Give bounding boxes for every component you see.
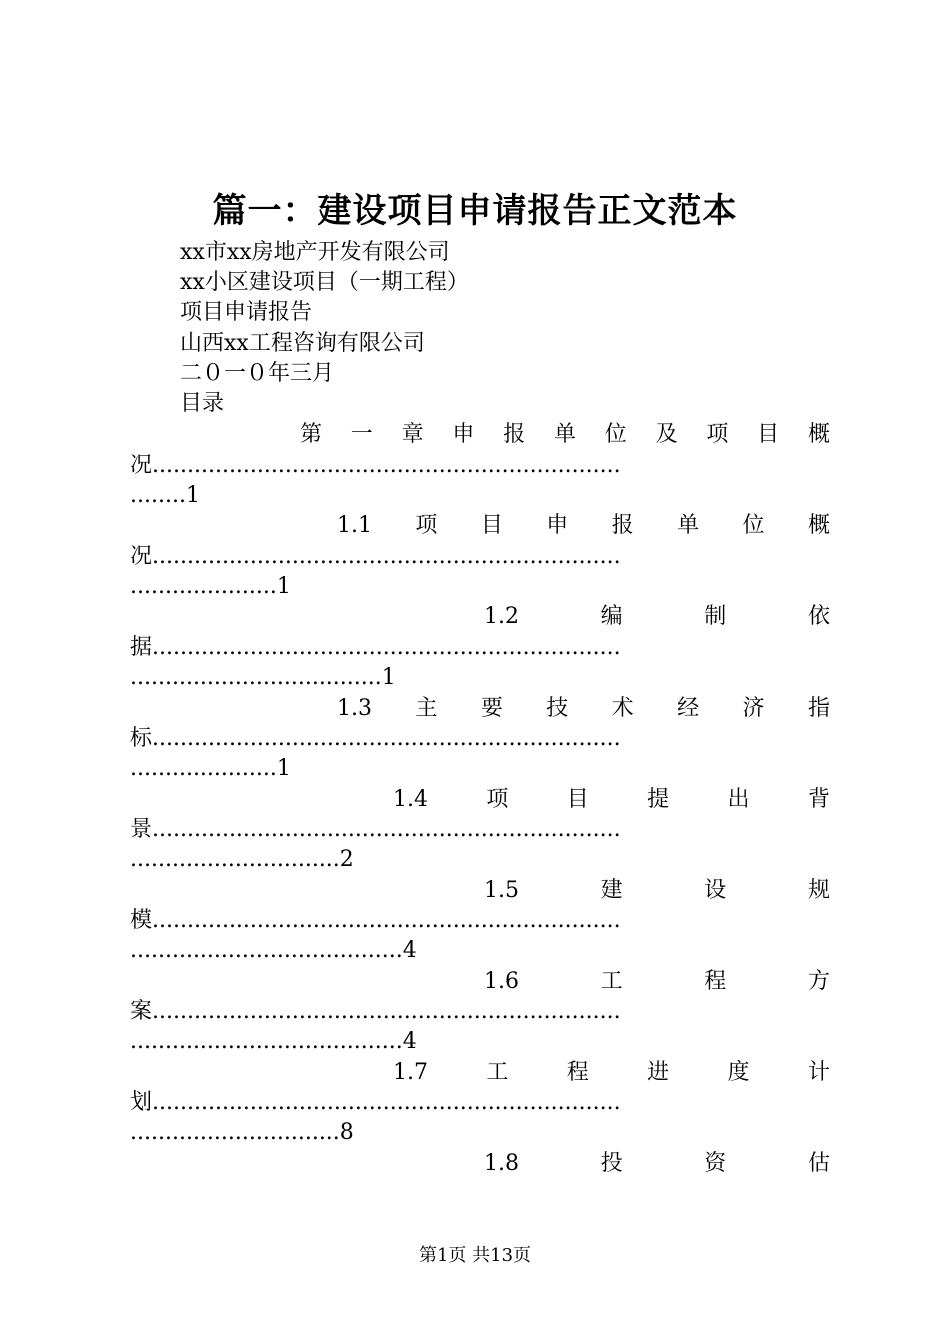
toc-entry-7-leader: 划...................................................................	[130, 1090, 621, 1115]
toc-entry-0-page: ........1	[130, 483, 200, 508]
toc-entry-4-leader: 景...................................................................	[130, 817, 621, 842]
toc-entry-7-heading[interactable]: 1.7 工 程 进 度 计	[393, 1060, 830, 1085]
consultant-name: 山西xx工程咨询有限公司	[180, 331, 425, 356]
page-number: 第1页 共13页	[418, 1245, 532, 1266]
document-title: 篇一：建设项目申请报告正文范本	[212, 191, 738, 231]
toc-entry-0-heading[interactable]: 第 一 章 申 报 单 位 及 项 目 概	[300, 422, 830, 447]
toc-entry-4-page: ..............................2	[130, 847, 354, 872]
toc-entry-6-heading[interactable]: 1.6 工 程 方	[484, 969, 830, 994]
toc-heading: 目录	[180, 391, 225, 416]
toc-entry-2-heading[interactable]: 1.2 编 制 依	[484, 604, 830, 629]
toc-entry-5-heading[interactable]: 1.5 建 设 规	[484, 878, 830, 903]
report-type: 项目申请报告	[180, 300, 313, 325]
toc-entry-6-page: .......................................4	[130, 1029, 417, 1054]
toc-entry-5-page: .......................................4	[130, 938, 417, 963]
toc-entry-3-page: .....................1	[130, 756, 291, 781]
toc-entry-3-heading[interactable]: 1.3 主 要 技 术 经 济 指	[337, 696, 830, 721]
toc-entry-7-page: ..............................8	[130, 1120, 354, 1145]
toc-entry-2-leader: 据...................................................................	[130, 635, 621, 660]
toc-entry-1-leader: 况...................................................................	[130, 544, 621, 569]
toc-entry-3-leader: 标...................................................................	[130, 726, 621, 751]
company-name: xx市xx房地产开发有限公司	[180, 240, 450, 265]
report-date: 二０一０年三月	[180, 361, 335, 386]
toc-entry-2-page: ....................................1	[130, 665, 396, 690]
toc-entry-0-leader: 况...................................................................	[130, 453, 621, 478]
toc-entry-8-heading[interactable]: 1.8 投 资 估	[484, 1151, 830, 1176]
toc-entry-4-heading[interactable]: 1.4 项 目 提 出 背	[393, 787, 830, 812]
toc-entry-5-leader: 模...................................................................	[130, 908, 621, 933]
toc-entry-1-page: .....................1	[130, 574, 291, 599]
project-name: xx小区建设项目（一期工程）	[180, 270, 469, 295]
toc-entry-1-heading[interactable]: 1.1 项 目 申 报 单 位 概	[337, 513, 830, 538]
toc-entry-6-leader: 案...................................................................	[130, 999, 621, 1024]
